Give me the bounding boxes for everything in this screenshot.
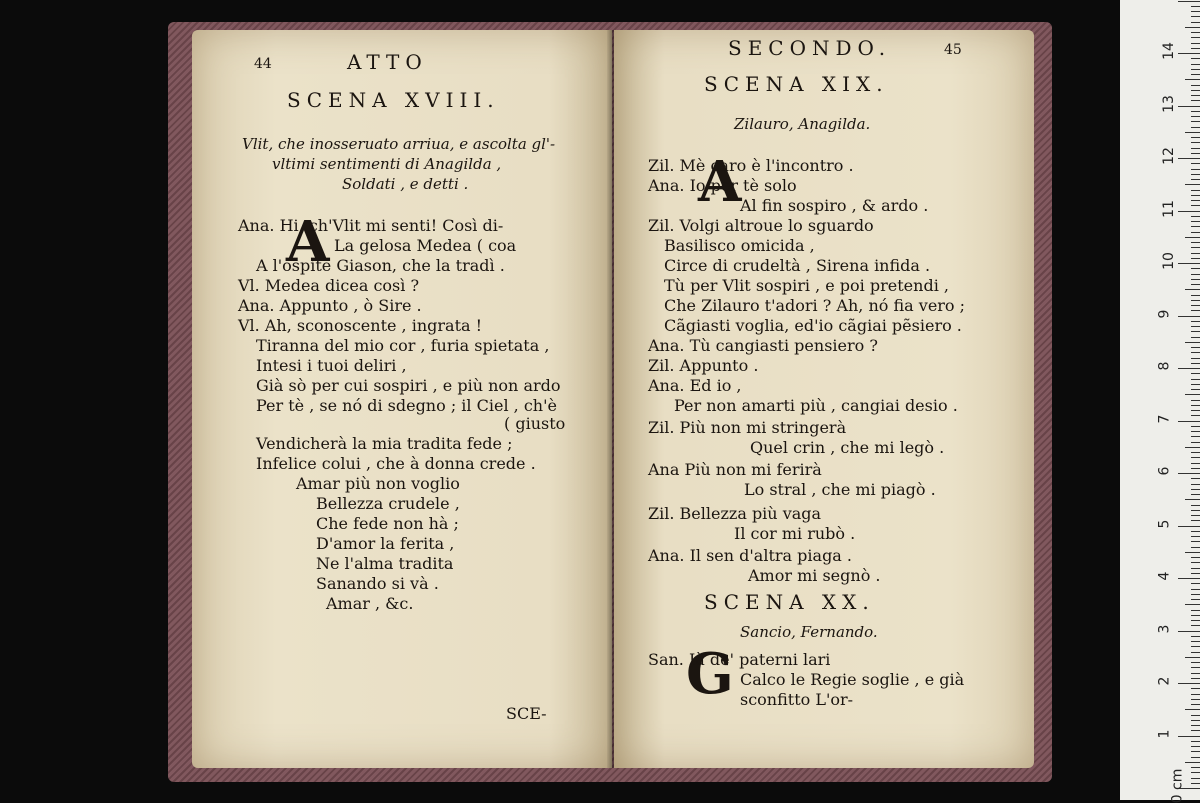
ruler-tick [1191,326,1200,327]
verse-line: Bellezza crudele , [316,494,460,513]
ruler-tick [1191,694,1200,695]
ruler-tick [1191,772,1200,773]
ruler-tick [1191,641,1200,642]
ruler-tick [1191,751,1200,752]
verse-line: Che fede non hà ; [316,514,459,533]
ruler-tick [1191,6,1200,7]
ruler-tick [1191,463,1200,464]
ruler-tick [1191,636,1200,637]
ruler-tick [1191,142,1200,143]
ruler-number: 4 [1156,571,1173,581]
ruler-tick [1191,163,1200,164]
ruler-tick [1191,536,1200,537]
ruler-tick [1191,179,1200,180]
ruler-tick [1191,662,1200,663]
ruler-tick [1178,421,1200,422]
ruler-tick [1191,573,1200,574]
verse-line: Infelice colui , che à donna crede . [256,454,536,473]
ruler-tick [1191,32,1200,33]
ruler-tick [1191,489,1200,490]
ruler-tick [1191,43,1200,44]
verse-line: ( giusto [504,414,566,433]
ruler-tick [1191,232,1200,233]
drop-cap: A [286,209,330,275]
verse-line: Zil. Mè caro è l'incontro . [648,156,854,175]
ruler-tick [1185,499,1200,500]
ruler-tick [1191,258,1200,259]
ruler-tick [1191,216,1200,217]
verse-line: Amar più non voglio [296,474,460,493]
ruler-tick [1191,37,1200,38]
ruler-tick [1185,184,1200,185]
ruler-tick [1191,384,1200,385]
verse-line: Già sò per cui sospiri , e più non ardo [256,376,561,395]
ruler-tick [1185,447,1200,448]
verse-line: Calco le Regie soglie , e già [740,670,965,689]
stage-direction: vltimi sentimenti di Anagilda , [272,155,502,173]
ruler-tick [1191,478,1200,479]
ruler-tick [1191,589,1200,590]
ruler-tick [1185,289,1200,290]
ruler-tick [1185,237,1200,238]
verse-line: Zil. Bellezza più vaga [648,504,822,523]
ruler-tick [1191,358,1200,359]
ruler-tick [1191,431,1200,432]
ruler-tick [1191,363,1200,364]
ruler-tick [1191,205,1200,206]
ruler-number: 7 [1156,414,1173,423]
ruler-tick [1191,69,1200,70]
verse-line: Tù per Vlit sospiri , e poi pretendi , [664,276,949,295]
ruler-tick [1191,190,1200,191]
ruler-tick [1178,106,1200,107]
running-head: ATTO [347,50,428,74]
ruler-tick [1178,473,1200,474]
ruler-tick [1191,226,1200,227]
ruler-tick [1191,200,1200,201]
ruler-tick [1178,263,1200,264]
ruler-tick [1191,594,1200,595]
ruler-tick [1191,452,1200,453]
ruler-tick [1191,100,1200,101]
ruler-tick [1191,541,1200,542]
ruler-tick [1191,720,1200,721]
verse-line: Zil. Appunto . [648,356,759,375]
ruler-tick [1191,757,1200,758]
verse-line: San. Ià de' paterni lari [648,650,831,669]
ruler-tick [1191,300,1200,301]
ruler-tick [1178,368,1200,369]
ruler-tick [1185,762,1200,763]
verse-line: Il cor mi rubò . [734,524,856,543]
ruler-tick [1191,195,1200,196]
ruler-tick [1191,730,1200,731]
ruler-tick [1191,426,1200,427]
ruler-tick [1178,53,1200,54]
verse-line: Zil. Volgi altroue lo sguardo [648,216,874,235]
ruler-tick [1191,22,1200,23]
ruler-tick [1191,137,1200,138]
ruler-tick [1191,510,1200,511]
verse-line: Ana. Hi, ch'Vlit mi senti! Così di- [238,216,504,235]
ruler-number: 13 [1160,94,1177,113]
ruler-tick [1178,316,1200,317]
ruler-number: 12 [1160,147,1177,165]
ruler-tick [1178,1,1200,2]
ruler-tick [1191,268,1200,269]
ruler-tick [1178,736,1200,737]
ruler-tick [1178,683,1200,684]
ruler-tick [1191,389,1200,390]
verse-line: Sanando si và . [316,574,439,593]
ruler-tick [1191,715,1200,716]
ruler-tick [1191,741,1200,742]
ruler-tick [1191,646,1200,647]
ruler-number: 0 cm [1169,768,1186,803]
ruler-tick [1191,583,1200,584]
verse-line: Tiranna del mio cor , furia spietata , [256,336,550,355]
ruler-tick [1191,746,1200,747]
ruler-tick [1191,221,1200,222]
ruler-number: 10 [1160,252,1177,270]
ruler-tick [1191,520,1200,521]
ruler-number: 2 [1156,676,1173,686]
ruler-tick [1191,121,1200,122]
verse-line: Ana. Io per tè solo [648,176,797,195]
ruler-tick [1178,526,1200,527]
ruler-tick [1185,27,1200,28]
verse-line: Zil. Più non mi stringerà [648,418,847,437]
scene-title: SCENA XIX. [704,72,889,96]
ruler-tick [1191,58,1200,59]
ruler-tick [1191,305,1200,306]
verse-line: Lo stral , che mi piagò . [744,480,936,499]
ruler-tick [1191,678,1200,679]
ruler-tick [1191,667,1200,668]
verse-line: Ana Più non mi ferirà [648,460,822,479]
ruler-tick [1191,505,1200,506]
ruler-tick [1191,111,1200,112]
drop-cap: A [698,149,742,215]
left-page [192,30,612,768]
ruler-tick [1191,778,1200,779]
verse-line: Vendicherà la mia tradita fede ; [256,434,513,453]
ruler-tick [1191,410,1200,411]
ruler-tick [1191,767,1200,768]
ruler-number: 8 [1156,361,1173,371]
ruler-tick [1178,631,1200,632]
verse-line: Ana. Tù cangiasti pensiero ? [648,336,878,355]
ruler-tick [1191,74,1200,75]
verse-line: Ana. Il sen d'altra piaga . [648,546,853,565]
ruler-tick [1191,568,1200,569]
verse-line: Per non amarti più , cangiai desio . [674,396,958,415]
ruler-tick [1185,657,1200,658]
ruler-tick [1191,337,1200,338]
ruler-tick [1191,599,1200,600]
verse-line: Intesi i tuoi deliri , [256,356,407,375]
ruler-tick [1191,415,1200,416]
ruler-tick [1191,468,1200,469]
ruler-tick [1191,610,1200,611]
verse-line: Circe di crudeltà , Sirena infida . [664,256,931,275]
ruler-tick [1191,85,1200,86]
ruler-tick [1191,783,1200,784]
ruler-tick [1191,148,1200,149]
ruler-tick [1191,116,1200,117]
ruler-tick [1191,620,1200,621]
ruler-tick [1178,211,1200,212]
verse-line: Vl. Ah, sconoscente , ingrata ! [238,316,483,335]
ruler-tick [1191,48,1200,49]
ruler-tick [1178,578,1200,579]
ruler-tick [1191,295,1200,296]
ruler-tick [1191,373,1200,374]
ruler-tick [1191,321,1200,322]
ruler-number: 5 [1156,519,1173,528]
ruler-tick [1191,515,1200,516]
verse-line: D'amor la ferita , [316,534,455,553]
ruler-number: 14 [1160,42,1177,60]
verse-line: Ana. Appunto , ò Sire . [238,296,422,315]
ruler-tick [1185,79,1200,80]
ruler-tick [1191,95,1200,96]
catchword: SCE- [506,704,547,723]
ruler-tick [1191,247,1200,248]
running-head: SECONDO. [728,36,892,60]
ruler-tick [1191,484,1200,485]
ruler-tick [1191,279,1200,280]
ruler-tick [1191,531,1200,532]
verse-line: Amar , &c. [326,594,414,613]
ruler-tick [1191,688,1200,689]
stage-direction: Vlit, che inosseruato arriua, e ascolta gl'- [242,135,556,153]
ruler-tick [1185,709,1200,710]
ruler-tick [1191,153,1200,154]
ruler-tick [1185,132,1200,133]
ruler-tick [1191,174,1200,175]
scene-characters: Sancio, Fernando. [740,623,878,641]
ruler-tick [1191,547,1200,548]
verse-line: Al fin sospiro , & ardo . [740,196,929,215]
ruler-number: 11 [1160,199,1177,218]
ruler-tick [1191,557,1200,558]
ruler-tick [1191,405,1200,406]
ruler-tick [1191,457,1200,458]
ruler-tick [1191,400,1200,401]
verse-line: A l'ospite Giason, che la tradì . [256,256,505,275]
ruler-tick [1191,242,1200,243]
ruler-tick [1185,342,1200,343]
verse-line: Ana. Ed io , [648,376,742,395]
ruler-tick [1191,625,1200,626]
verse-line: Quel crin , che mi legò . [750,438,945,457]
measurement-ruler [1120,0,1200,803]
scene-title: SCENA XX. [704,590,875,614]
verse-line: Vl. Medea dicea così ? [238,276,420,295]
page-number: 45 [944,42,962,58]
ruler-tick [1191,16,1200,17]
ruler-tick [1191,352,1200,353]
ruler-tick [1191,442,1200,443]
ruler-tick [1185,604,1200,605]
ruler-tick [1191,90,1200,91]
ruler-tick [1191,331,1200,332]
ruler-tick [1191,725,1200,726]
right-page [614,30,1034,768]
ruler-tick [1191,347,1200,348]
ruler-tick [1191,11,1200,12]
verse-line: sconfitto L'or- [740,690,854,709]
verse-line: Basilisco omicida , [664,236,815,255]
scene-characters: Zilauro, Anagilda. [734,115,871,133]
ruler-tick [1185,552,1200,553]
verse-line: Per tè , se nó di sdegno ; il Ciel , ch'è [256,396,557,415]
ruler-tick [1191,253,1200,254]
verse-line: La gelosa Medea ( coa [334,236,517,255]
scene-title: SCENA XVIII. [287,88,500,112]
ruler-tick [1191,652,1200,653]
ruler-tick [1191,169,1200,170]
verse-line: Amor mi segnò . [748,566,881,585]
verse-line: Ne l'alma tradita [316,554,454,573]
ruler-tick [1191,127,1200,128]
ruler-tick [1178,158,1200,159]
ruler-tick [1191,615,1200,616]
ruler-tick [1191,699,1200,700]
ruler-tick [1191,284,1200,285]
page-number: 44 [254,56,272,72]
ruler-tick [1191,436,1200,437]
drop-cap: G [686,641,734,707]
ruler-tick [1185,394,1200,395]
ruler-number: 9 [1156,309,1173,318]
ruler-tick [1191,704,1200,705]
verse-line: Che Zilauro t'adori ? Ah, nó fia vero ; [664,296,966,315]
ruler-tick [1191,673,1200,674]
ruler-number: 6 [1156,466,1173,476]
stage-direction: Soldati , e detti . [342,175,469,193]
ruler-tick [1191,562,1200,563]
ruler-tick [1191,494,1200,495]
verse-line: Cãgiasti voglia, ed'io cãgiai pẽsiero . [664,316,962,335]
ruler-tick [1191,274,1200,275]
ruler-number: 1 [1156,729,1173,738]
ruler-number: 3 [1156,624,1173,633]
ruler-tick [1191,379,1200,380]
ruler-tick [1191,64,1200,65]
ruler-tick [1191,310,1200,311]
